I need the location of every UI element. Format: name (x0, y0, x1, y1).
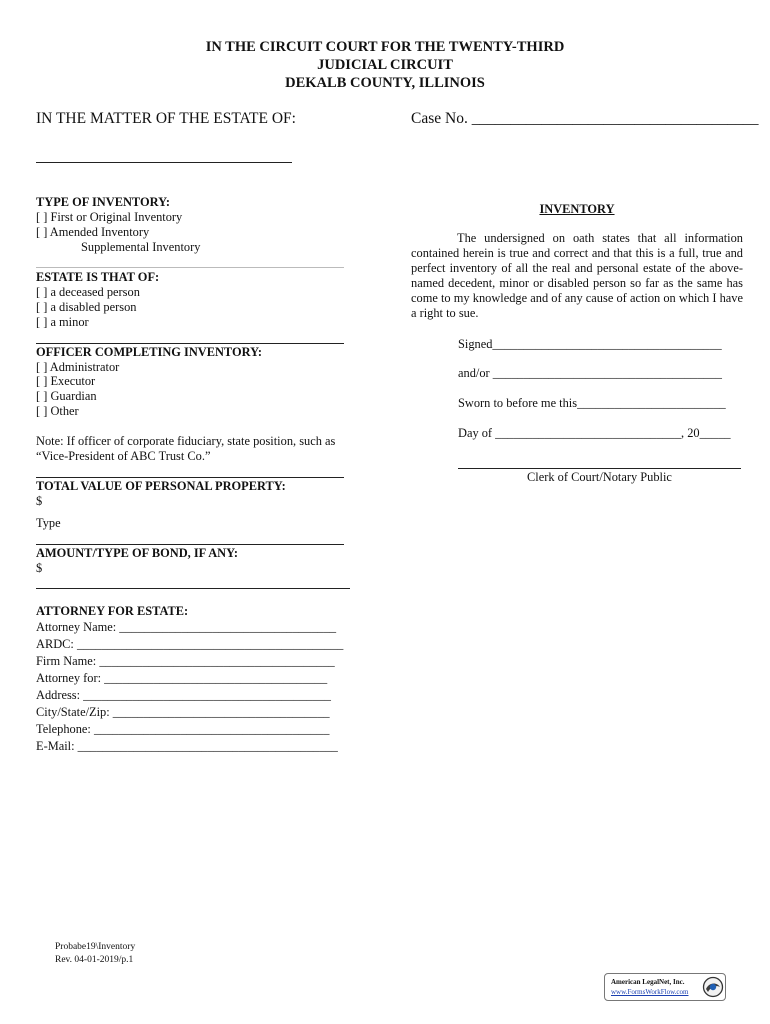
inventory-title (411, 202, 743, 217)
type-of-inventory-heading: TYPE OF INVENTORY: (36, 195, 171, 209)
court-name-line3: DEKALB COUNTY, ILLINOIS (285, 75, 485, 91)
email-field[interactable]: E-Mail: __________________________________________ (36, 739, 338, 753)
inventory-title-text: INVENTORY (539, 202, 615, 216)
checkbox-first-inventory[interactable]: [ ] First or Original Inventory (36, 210, 183, 224)
checkbox-disabled-person[interactable]: [ ] a disabled person (36, 300, 137, 314)
inventory-oath-paragraph (411, 231, 743, 321)
supplemental-inventory-label[interactable]: Supplemental Inventory (81, 240, 201, 254)
attorney-name-field[interactable]: Attorney Name: ___________________________________ (36, 620, 337, 634)
section-divider (36, 267, 344, 268)
telephone-field[interactable]: Telephone: ______________________________________ (36, 722, 330, 736)
logo-company-name: American LegalNet, Inc. (611, 978, 685, 986)
officer-note-line1: Note: If officer of corporate fiduciary, state position, such as (36, 434, 336, 448)
court-name-line2: JUDICIAL CIRCUIT (317, 57, 453, 73)
clerk-label: Clerk of Court/Notary Public (527, 470, 672, 484)
checkbox-executor[interactable]: [ ] Executor (36, 374, 96, 388)
bond-amount-field[interactable]: $ (36, 561, 43, 575)
personal-property-heading: TOTAL VALUE OF PERSONAL PROPERTY: (36, 479, 286, 493)
american-legalnet-logo[interactable] (604, 973, 726, 1001)
bond-type-line[interactable] (36, 588, 350, 589)
personal-property-value-field[interactable]: $ (36, 494, 43, 508)
section-divider (36, 477, 344, 478)
estate-matter-label: IN THE MATTER OF THE ESTATE OF: (36, 110, 296, 127)
section-divider (36, 544, 344, 545)
property-type-field[interactable]: Type (36, 516, 61, 530)
section-divider (36, 343, 344, 344)
checkbox-amended-inventory[interactable]: [ ] Amended Inventory (36, 225, 150, 239)
case-number-field[interactable] (411, 110, 758, 128)
case-number-label: Case No. (411, 110, 468, 127)
firm-name-field[interactable]: Firm Name: ______________________________________ (36, 654, 335, 668)
oath-text: The undersigned on oath states that all information contained herein is true and correct and that this is a full, true and perfect inventory of all the real and personal estate of the above-named decedent, minor or disabled person so far as the same has come to my knowledge and of any cause of action on which I have a right to sue. (411, 231, 743, 320)
checkbox-deceased-person[interactable]: [ ] a deceased person (36, 285, 140, 299)
estate-name-line[interactable] (36, 162, 292, 163)
ardc-field[interactable]: ARDC: ___________________________________________ (36, 637, 344, 651)
form-id: Probabe19\Inventory (55, 942, 136, 952)
officer-heading: OFFICER COMPLETING INVENTORY: (36, 345, 263, 359)
globe-icon (702, 976, 724, 998)
sworn-before-field[interactable]: Sworn to before me this________________________ (458, 396, 726, 410)
logo-url-link[interactable]: www.FormsWorkFlow.com (611, 988, 689, 996)
form-revision: Rev. 04-01-2019/p.1 (55, 955, 134, 965)
case-number-blank: _____________________________________ (471, 110, 759, 127)
checkbox-administrator[interactable]: [ ] Administrator (36, 360, 120, 374)
city-state-zip-field[interactable]: City/State/Zip: ___________________________________ (36, 705, 330, 719)
checkbox-other[interactable]: [ ] Other (36, 404, 79, 418)
attorney-heading: ATTORNEY FOR ESTATE: (36, 604, 189, 618)
and-or-signature-field[interactable]: and/or _____________________________________ (458, 366, 722, 380)
bond-heading: AMOUNT/TYPE OF BOND, IF ANY: (36, 546, 239, 560)
court-name-line1: IN THE CIRCUIT COURT FOR THE TWENTY-THIRD (205, 39, 565, 55)
address-field[interactable]: Address: ________________________________________ (36, 688, 331, 702)
clerk-signature-line[interactable] (458, 468, 741, 469)
signed-field[interactable]: Signed_____________________________________ (458, 337, 722, 351)
officer-note-line2: “Vice-President of ABC Trust Co.” (36, 449, 211, 463)
checkbox-guardian[interactable]: [ ] Guardian (36, 389, 97, 403)
day-of-field[interactable]: Day of ______________________________, 20_____ (458, 426, 731, 440)
attorney-for-field[interactable]: Attorney for: ____________________________________ (36, 671, 328, 685)
estate-type-heading: ESTATE IS THAT OF: (36, 270, 160, 284)
checkbox-minor[interactable]: [ ] a minor (36, 315, 89, 329)
